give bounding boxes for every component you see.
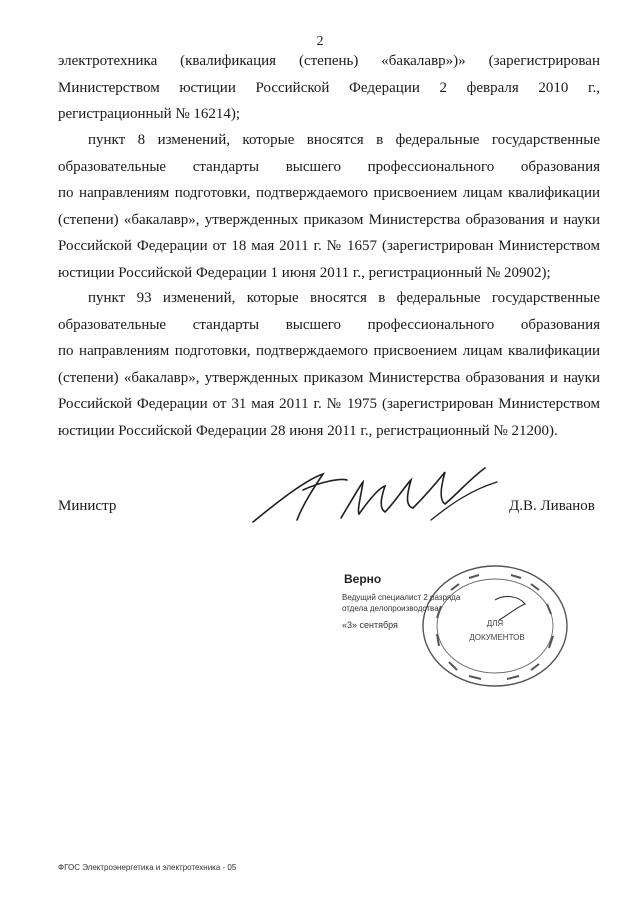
paragraph-line: юстиции Российской Федерации 28 июня 2011 г., регистрационный № 21200). bbox=[58, 422, 558, 439]
stamp-department: отдела делопроизводства bbox=[342, 604, 439, 613]
paragraph-line: образовательные стандарты высшего профессионального образования bbox=[58, 158, 600, 175]
paragraph-line: электротехника (квалификация (степень) «бакалавр»)» (зарегистрирован bbox=[58, 53, 600, 69]
paragraph-line: Российской Федерации от 31 мая 2011 г. № 1975 (зарегистрирован Министерством bbox=[58, 396, 600, 412]
paragraph-line: регистрационный № 16214); bbox=[58, 106, 241, 122]
paragraph-line: пункт 8 изменений, которые вносятся в федеральные государственные bbox=[88, 132, 600, 148]
paragraph-line: Российской Федерации от 18 мая 2011 г. № 1657 (зарегистрирован Министерством bbox=[58, 238, 600, 254]
paragraph-3 bbox=[58, 285, 600, 444]
verno-label: Верно bbox=[344, 572, 382, 586]
handwritten-signature bbox=[245, 460, 505, 532]
official-seal bbox=[415, 560, 575, 690]
svg-text:ДОКУМЕНТОВ: ДОКУМЕНТОВ bbox=[469, 633, 525, 642]
paragraph-line: (степени) «бакалавр», утвержденных приказом Министерства образования и науки bbox=[58, 369, 600, 386]
stamp-date: «3» сентября bbox=[342, 620, 398, 630]
stamp-position: Ведущий специалист 2 разряда bbox=[342, 593, 461, 602]
signatory-title: Министр bbox=[58, 498, 117, 514]
page-number: 2 bbox=[316, 34, 324, 49]
paragraph-1 bbox=[58, 48, 600, 128]
paragraph-line: по направлениям подготовки, подтверждаемого присвоением лицам квалификации bbox=[58, 343, 600, 359]
paragraph-line: юстиции Российской Федерации 1 июня 2011 г., регистрационный № 20902); bbox=[58, 264, 551, 281]
document-footer: ФГОС Электроэнергетика и электротехника - 05 bbox=[58, 863, 237, 872]
signatory-name: Д.В. Ливанов bbox=[509, 498, 595, 514]
paragraph-line: Министерством юстиции Российской Федерации 2 февраля 2010 г., bbox=[58, 79, 600, 96]
certification-stamp bbox=[320, 560, 620, 690]
paragraph-line: (степени) «бакалавр», утвержденных приказом Министерства образования и науки bbox=[58, 211, 600, 228]
paragraph-line: пункт 93 изменений, которые вносятся в федеральные государственные bbox=[88, 290, 600, 306]
paragraph-2 bbox=[58, 127, 600, 286]
paragraph-line: по направлениям подготовки, подтверждаемого присвоением лицам квалификации bbox=[58, 185, 600, 201]
paragraph-line: образовательные стандарты высшего профессионального образования bbox=[58, 316, 600, 333]
svg-text:ДЛЯ: ДЛЯ bbox=[486, 619, 504, 628]
